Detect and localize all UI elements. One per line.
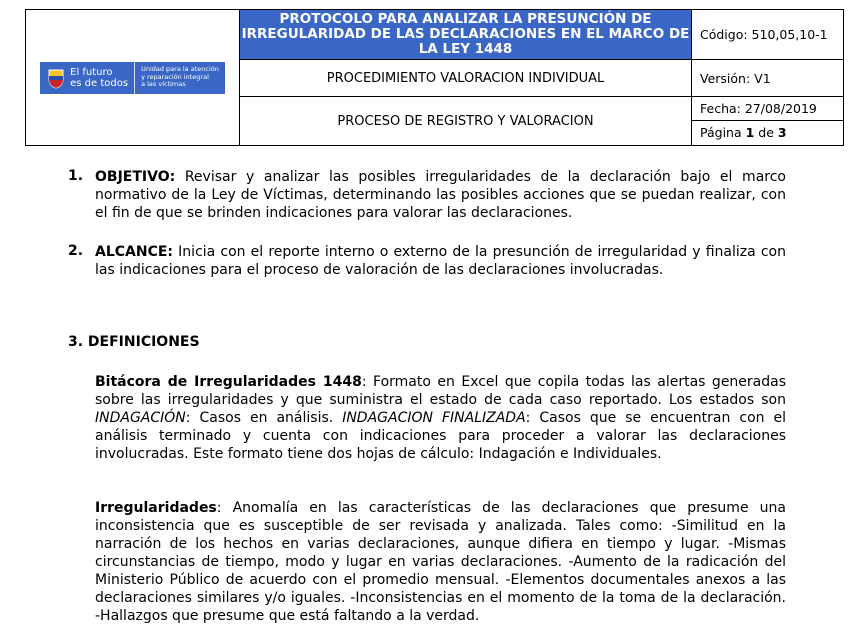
procedure-name: PROCEDIMIENTO VALORACION INDIVIDUAL — [240, 60, 692, 97]
logo-brand-line2: es de todos — [70, 77, 129, 89]
logo-unit-line1: Unidad para la atención — [141, 65, 219, 74]
objective-number: 1. — [68, 168, 84, 184]
page-mid: de — [754, 125, 778, 140]
bitacora-text-1: : Formato en Excel que copila todas las alertas generadas sobre las irregularidades y que suministra el estado de cada caso reportado. Los estados son — [95, 374, 787, 408]
objective-text: Revisar y analizar las posibles irregularidades de la declaración bajo el marco normativo de la Ley de Víctimas, determinando las posibles acciones que se puedan realizar, con el fin de que se brinden indicaciones para valorar las declaraciones. — [95, 169, 786, 221]
institution-logo — [40, 62, 225, 94]
bitacora-state-1: INDAGACIÓN — [95, 410, 186, 426]
objective-paragraph — [95, 168, 786, 222]
logo-unit-line2: y reparación integral — [141, 72, 209, 81]
definitions-heading: 3. DEFINICIONES — [68, 334, 200, 350]
scope-text: Inicia con el reporte interno o externo de la presunción de irregularidad y finaliza con las indicaciones para el proceso de valoración de las declaraciones involucradas. — [95, 244, 786, 278]
scope-paragraph — [95, 243, 786, 279]
page-prefix: Página — [700, 125, 746, 140]
scope-number: 2. — [68, 243, 84, 259]
date-page-cell — [692, 97, 844, 146]
bitacora-text-2: : Casos en análisis. — [185, 410, 343, 426]
objective-label: OBJETIVO: — [95, 169, 176, 185]
page-total: 3 — [777, 125, 787, 140]
logo-unit-line3: a las víctimas — [141, 80, 186, 89]
bitacora-text-3: : Casos que se encuentran con el análisis terminado y cuenta con indicaciones para proceder a valorar las declaraciones involucradas. Este formato tiene dos hojas de cálculo: Indagación e Individuales. — [95, 410, 787, 462]
coat-of-arms-icon — [46, 67, 66, 89]
document-header — [25, 9, 844, 146]
irregularidades-definition — [95, 499, 786, 625]
bitacora-state-2: INDAGACION FINALIZADA — [342, 410, 526, 426]
document-version: Versión: V1 — [692, 60, 844, 97]
bitacora-definition — [95, 373, 786, 463]
document-code: Código: 510,05,10-1 — [692, 10, 844, 60]
document-title: PROTOCOLO PARA ANALIZAR LA PRESUNCIÓN DE IRREGULARIDAD DE LAS DECLARACIONES EN EL MARCO DE LA LEY 1448 — [240, 10, 692, 60]
process-name: PROCESO DE REGISTRO Y VALORACION — [240, 97, 692, 146]
scope-label: ALCANCE: — [95, 244, 174, 260]
irregularidades-text: : Anomalía en las características de las declaraciones que presume una inconsistencia que es susceptible de ser revisada y analizada. Tales como: -Similitud en la narración de los hechos en varias declaraciones, aunque difiera en tiempo y lugar. -Mismas circunstancias de tiempo, modo y lugar en varias declaraciones. -Aumento de la radicación del Ministerio Público de acuerdo con el promedio mensual. -Elementos documentales anexos a las declaraciones similares y/o iguales. -Inconsistencias en el momento de la toma de la declaración. -Hallazgos que presume que está faltando a la verdad. — [95, 500, 786, 624]
document-date: Fecha: 27/08/2019 — [692, 97, 843, 121]
irregularidades-term: Irregularidades — [95, 500, 217, 516]
logo-cell — [26, 10, 240, 146]
bitacora-term: Bitácora de Irregularidades 1448 — [95, 374, 362, 390]
logo-brand-line1: El futuro — [70, 66, 113, 78]
page-counter — [692, 121, 843, 145]
page-current: 1 — [745, 125, 755, 140]
